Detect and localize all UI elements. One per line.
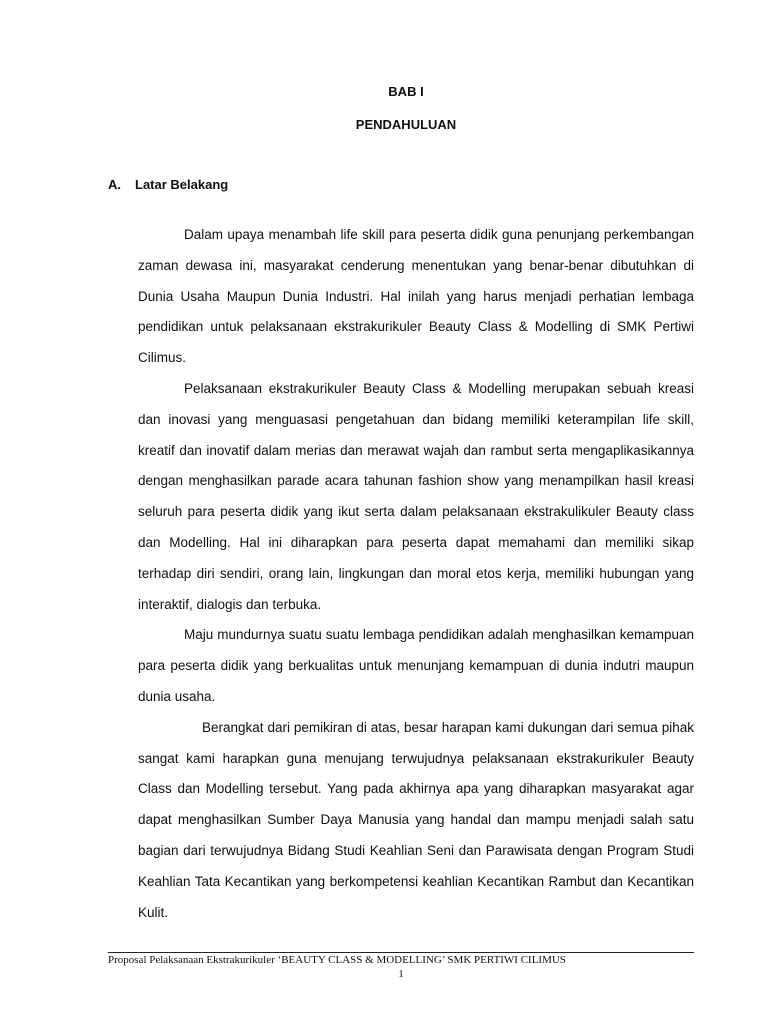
chapter-title: PENDAHULUAN [355,117,457,132]
footer-divider [108,952,694,953]
footer-text: Proposal Pelaksanaan Ekstrakurikuler ‘BEAUTY CLASS & MODELLING’ SMK PERTIWI CILIMUS [108,954,566,966]
paragraph-1: Dalam upaya menambah life skill para peserta didik guna penunjang perkembangan zaman dewasa ini, masyarakat cenderung menentukan yang benar-benar dibutuhkan di Dunia Usaha Maupun Dunia Industri. Hal inilah yang harus menjadi perhatian lembaga pendidikan untuk pelaksanaan ekstrakurikuler Beauty Class & Modelling di SMK Pertiwi Cilimus. [138,227,694,366]
body-text [138,220,694,928]
section-letter: A. [108,177,121,192]
page-number: 1 [398,968,404,980]
chapter-number: BAB I [388,84,424,99]
paragraph-2: Pelaksanaan ekstrakurikuler Beauty Class & Modelling merupakan sebuah kreasi dan inovasi yang menguasasi pengetahuan dan bidang memiliki keterampilan life skill, kreatif dan inovatif dalam merias dan merawat wajah dan rambut serta mengaplikasikannya dengan menghasilkan parade acara tahunan fashion show yang menampilkan hasil kreasi seluruh para peserta didik yang ikut serta dalam pelaksanaan ekstrakulikuler Beauty class dan Modelling. Hal ini diharapkan para peserta dapat memahami dan memiliki sikap terhadap diri sendiri, orang lain, lingkungan dan moral etos kerja, memiliki hubungan yang interaktif, dialogis dan terbuka. [138,380,694,612]
section-heading [108,177,228,192]
paragraph-3: Maju mundurnya suatu suatu lembaga pendidikan adalah menghasilkan kemampuan para peserta didik yang berkualitas untuk menunjang kemampuan di dunia indutri maupun dunia usaha. [138,627,694,704]
paragraph-4: Berangkat dari pemikiran di atas, besar harapan kami dukungan dari semua pihak sangat kami harapkan guna menujang terwujudnya pelaksanaan ekstrakurikuler Beauty Class dan Modelling tersebut. Yang pada akhirnya apa yang diharapkan masyarakat agar dapat menghasilkan Sumber Daya Manusia yang handal dan mampu menjadi salah satu bagian dari terwujudnya Bidang Studi Keahlian Seni dan Parawisata dengan Program Studi Keahlian Tata Kecantikan yang berkompetensi keahlian Kecantikan Rambut dan Kecantikan Kulit. [138,719,694,920]
section-title: Latar Belakang [135,177,229,192]
